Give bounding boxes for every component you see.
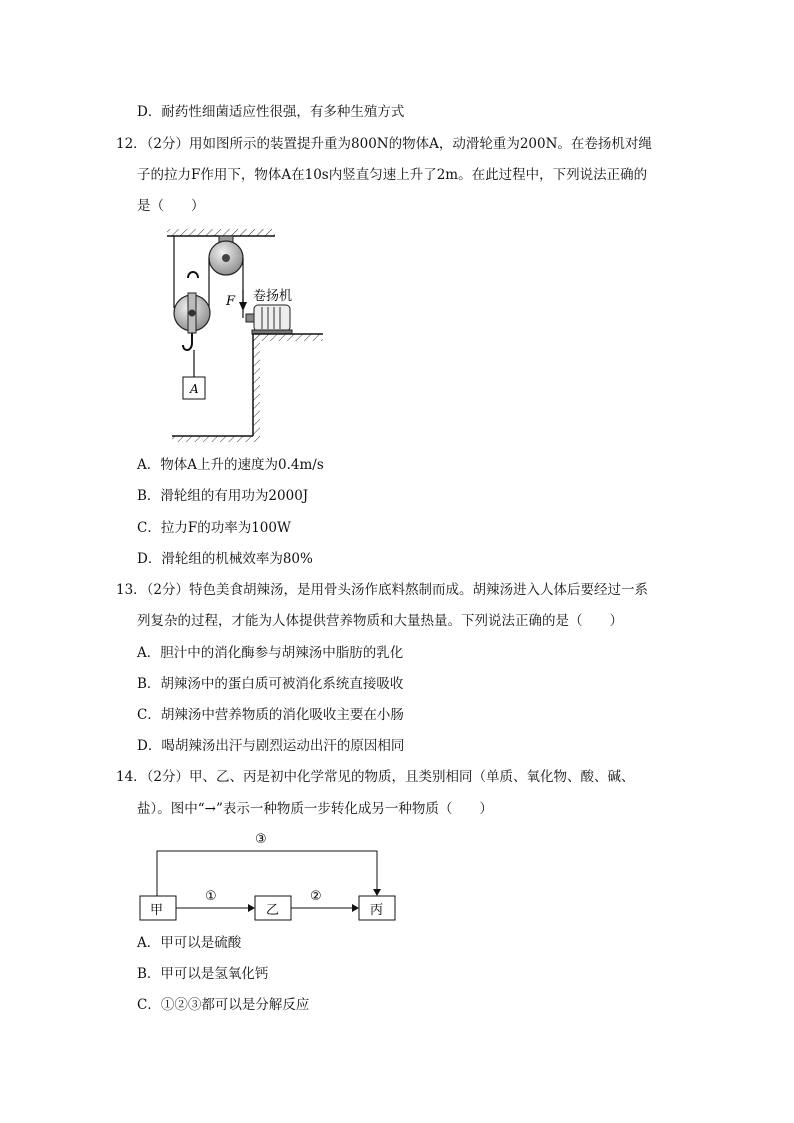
arrow-label-1: ① — [205, 889, 217, 904]
force-arrow — [239, 290, 247, 311]
q12-stem-line1: 12．（2分）用如图所示的装置提升重为800N的物体A，动滑轮重为200N。在卷扬机对绳 — [116, 136, 652, 152]
q12-option-a: A．物体A上升的速度为0.4m/s — [137, 457, 324, 473]
object-a-label: A — [190, 382, 199, 396]
arrow-label-2: ② — [310, 889, 322, 904]
q12-stem-line3: 是（ ） — [137, 198, 205, 214]
q14-option-c: C．①②③都可以是分解反应 — [137, 997, 310, 1013]
q11-option-d: D．耐药性细菌适应性很强，有多种生殖方式 — [137, 104, 405, 120]
q12-option-b: B．滑轮组的有用功为2000J — [137, 488, 309, 504]
q13-stem-line1: 13．（2分）特色美食胡辣汤，是用骨头汤作底料熬制而成。胡辣汤进入人体后要经过一系 — [116, 582, 649, 598]
q12-option-c: C．拉力F的功率为100W — [137, 520, 291, 536]
arrow-label-3: ③ — [255, 832, 267, 847]
ceiling — [167, 229, 275, 236]
q13-option-a: A．胆汁中的消化酶参与胡辣汤中脂肪的乳化 — [137, 645, 404, 661]
q13-option-b: B．胡辣汤中的蛋白质可被消化系统直接吸收 — [137, 676, 404, 692]
q13-option-d: D．喝胡辣汤出汗与剧烈运动出汗的原因相同 — [137, 738, 405, 754]
movable-pulley — [174, 272, 210, 377]
box-bing: 丙 — [370, 903, 384, 918]
fixed-pulley — [209, 236, 243, 275]
q13-stem-line2: 列复杂的过程，才能为人体提供营养物质和大量热量。下列说法正确的是（ ） — [137, 613, 623, 629]
q12-stem-line2: 子的拉力F作用下，物体A在10s内竖直匀速上升了2m。在此过程中，下列说法正确的 — [137, 167, 648, 183]
box-yi: 乙 — [266, 903, 280, 918]
winch-label: 卷扬机 — [253, 289, 293, 304]
box-jia: 甲 — [150, 903, 164, 918]
q14-stem-line1: 14．（2分）甲、乙、丙是初中化学常见的物质，且类别相同（单质、氧化物、酸、碱、 — [116, 769, 635, 785]
q13-option-c: C．胡辣汤中营养物质的消化吸收主要在小肠 — [137, 707, 404, 723]
q14-stem-line2: 盐）。图中“→”表示一种物质一步转化成另一种物质（ ） — [137, 801, 493, 817]
winch — [246, 305, 292, 334]
q14-option-a: A．甲可以是硫酸 — [137, 935, 242, 951]
force-label: F — [226, 294, 236, 309]
q12-option-d: D．滑轮组的机械效率为80% — [137, 551, 313, 567]
q14-option-b: B．甲可以是氢氧化钙 — [137, 966, 269, 982]
